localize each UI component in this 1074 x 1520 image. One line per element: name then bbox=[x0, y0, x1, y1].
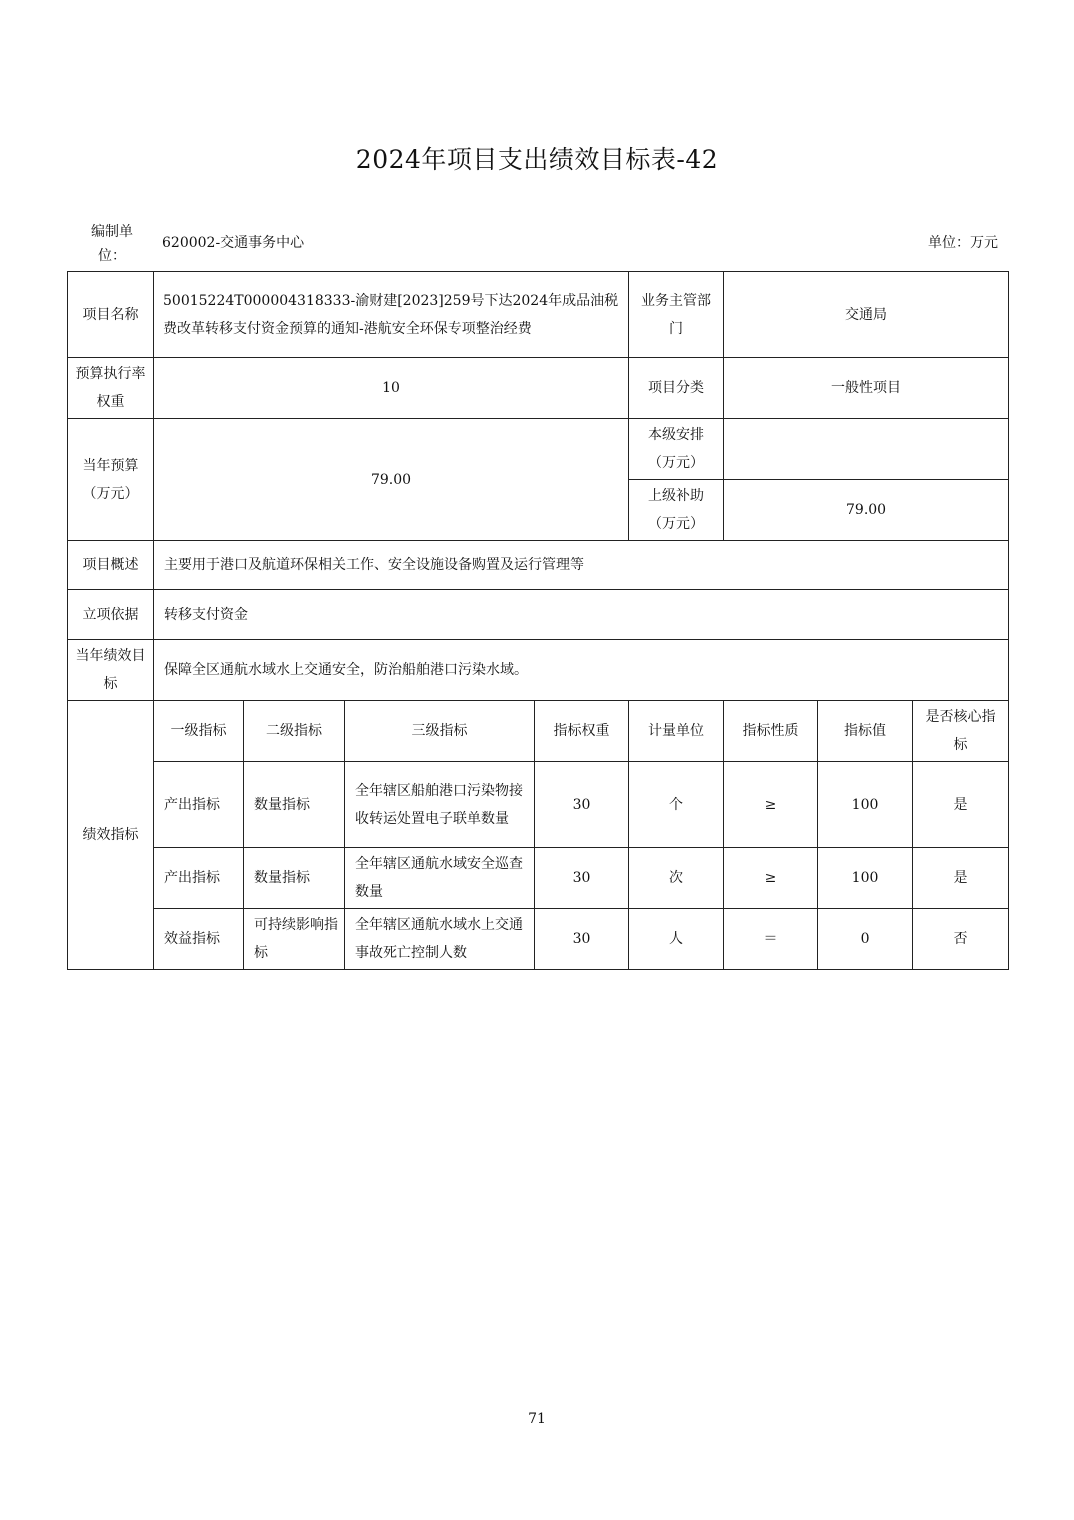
form-header bbox=[67, 216, 1008, 270]
row-weight bbox=[68, 358, 1009, 419]
indicator-core: 是 bbox=[913, 762, 1009, 848]
column-header: 计量单位 bbox=[629, 701, 724, 762]
column-header: 一级指标 bbox=[154, 701, 244, 762]
subsidy-label: 上级补助（万元） bbox=[629, 480, 724, 541]
performance-target-table bbox=[67, 271, 1009, 970]
indicators-section-label: 绩效指标 bbox=[68, 701, 154, 970]
column-header: 指标性质 bbox=[724, 701, 818, 762]
overview-value: 主要用于港口及航道环保相关工作、安全设施设备购置及运行管理等 bbox=[154, 541, 1009, 590]
indicator-value: 100 bbox=[818, 762, 913, 848]
indicator-weight: 30 bbox=[535, 909, 629, 970]
indicator-level2: 数量指标 bbox=[244, 848, 345, 909]
row-overview bbox=[68, 541, 1009, 590]
basis-value: 转移支付资金 bbox=[154, 590, 1009, 640]
indicator-value: 100 bbox=[818, 848, 913, 909]
budget-value: 79.00 bbox=[154, 419, 629, 541]
row-basis bbox=[68, 590, 1009, 640]
page-number: 71 bbox=[528, 1411, 546, 1427]
subsidy-value: 79.00 bbox=[724, 480, 1009, 541]
column-header: 指标值 bbox=[818, 701, 913, 762]
indicator-level2: 数量指标 bbox=[244, 762, 345, 848]
indicator-unit: 次 bbox=[629, 848, 724, 909]
indicator-level1: 产出指标 bbox=[154, 762, 244, 848]
unit-name: 620002-交通事务中心 bbox=[162, 235, 305, 251]
dept-value: 交通局 bbox=[724, 272, 1009, 358]
table-row bbox=[68, 909, 1009, 970]
indicator-weight: 30 bbox=[535, 762, 629, 848]
goal-label: 当年绩效目标 bbox=[68, 640, 154, 701]
project-name-label: 项目名称 bbox=[68, 272, 154, 358]
basis-label: 立项依据 bbox=[68, 590, 154, 640]
indicator-unit: 人 bbox=[629, 909, 724, 970]
indicator-header-row bbox=[68, 701, 1009, 762]
project-name: 50015224T000004318333-渝财建[2023]259号下达2024年成品油税费改革转移支付资金预算的通知-港航安全环保专项整治经费 bbox=[154, 272, 629, 358]
local-label: 本级安排（万元） bbox=[629, 419, 724, 480]
indicator-level1: 产出指标 bbox=[154, 848, 244, 909]
indicator-value: 0 bbox=[818, 909, 913, 970]
indicator-weight: 30 bbox=[535, 848, 629, 909]
weight-label: 预算执行率权重 bbox=[68, 358, 154, 419]
table-row bbox=[68, 848, 1009, 909]
indicator-level3: 全年辖区通航水域水上交通事故死亡控制人数 bbox=[345, 909, 535, 970]
indicator-nature: ≥ bbox=[724, 762, 818, 848]
row-goal bbox=[68, 640, 1009, 701]
goal-value: 保障全区通航水域水上交通安全，防治船舶港口污染水域。 bbox=[154, 640, 1009, 701]
indicator-level3: 全年辖区船舶港口污染物接收转运处置电子联单数量 bbox=[345, 762, 535, 848]
row-budget-local bbox=[68, 419, 1009, 480]
indicator-level2: 可持续影响指标 bbox=[244, 909, 345, 970]
unit-label: 编制单位： bbox=[91, 224, 133, 264]
indicator-core: 是 bbox=[913, 848, 1009, 909]
local-value bbox=[724, 419, 1009, 480]
indicator-core: 否 bbox=[913, 909, 1009, 970]
column-header: 指标权重 bbox=[535, 701, 629, 762]
indicator-unit: 个 bbox=[629, 762, 724, 848]
indicator-level1: 效益指标 bbox=[154, 909, 244, 970]
table-row bbox=[68, 762, 1009, 848]
indicator-nature: ＝ bbox=[724, 909, 818, 970]
column-header: 三级指标 bbox=[345, 701, 535, 762]
dept-label: 业务主管部门 bbox=[629, 272, 724, 358]
indicator-level3: 全年辖区通航水域安全巡查数量 bbox=[345, 848, 535, 909]
budget-label: 当年预算（万元） bbox=[68, 419, 154, 541]
column-header: 是否核心指标 bbox=[913, 701, 1009, 762]
weight-value: 10 bbox=[154, 358, 629, 419]
page-title: 2024年项目支出绩效目标表-42 bbox=[355, 145, 719, 174]
indicator-nature: ≥ bbox=[724, 848, 818, 909]
category-value: 一般性项目 bbox=[724, 358, 1009, 419]
overview-label: 项目概述 bbox=[68, 541, 154, 590]
row-project-name bbox=[68, 272, 1009, 358]
column-header: 二级指标 bbox=[244, 701, 345, 762]
category-label: 项目分类 bbox=[629, 358, 724, 419]
currency-unit: 单位：万元 bbox=[928, 235, 998, 251]
